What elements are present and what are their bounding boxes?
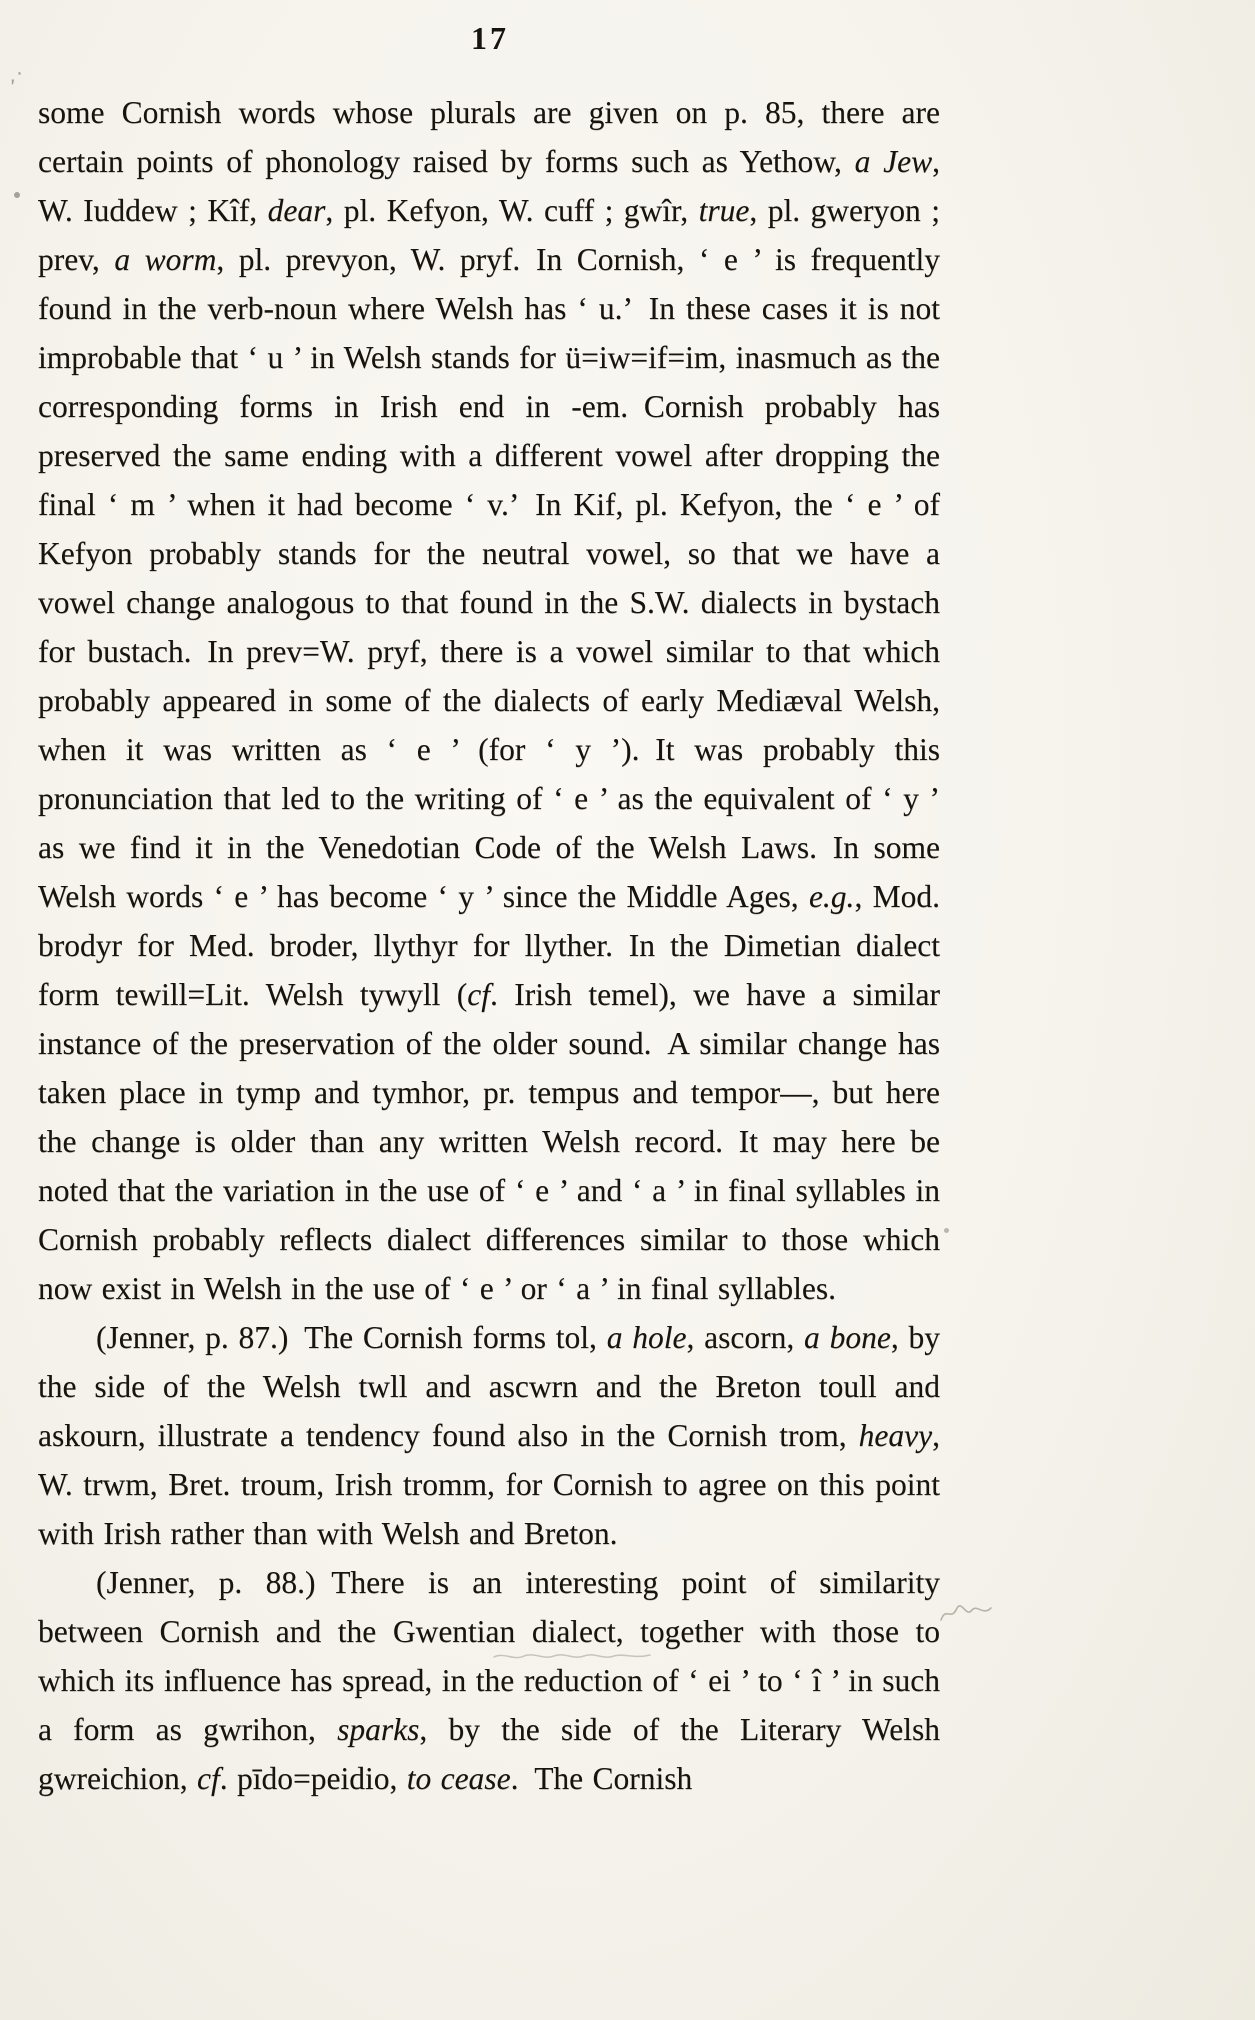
text-run: , W. trwm, Bret. troum, Irish tromm, for Cornish to agree on this point with Irish rather than with Welsh and Breton. <box>38 1418 940 1551</box>
paragraph <box>38 1558 940 1803</box>
body-text <box>38 88 940 1803</box>
italic-text-run: a bone <box>804 1320 891 1355</box>
paragraph <box>38 88 940 1313</box>
text-run: (Jenner, p. 88.) There is an interesting point of similarity between Cornish and the Gwentian dialect, together with those to which its influence has spread, in the reduction of ‘ ei ’ to ‘ î ’ in such a form as gwrihon, <box>38 1565 940 1747</box>
italic-text-run: a worm <box>114 242 217 277</box>
paragraph <box>38 1313 940 1558</box>
page-number: 17 <box>471 20 509 56</box>
text-run: (Jenner, p. 87.) The Cornish forms tol, <box>96 1320 607 1355</box>
text-run: , pl. prevyon, W. pryf. In Cornish, ‘ e ’ is frequently found in the verb-noun where Welsh has ‘ u.’ In these cases it is not improbable that ‘ u ’ in Welsh stands for ü=iw=if=im, inasmuch as the corresponding forms in Irish end in -em. Cornish probably has preserved the same ending with a different vowel after dropping the final ‘ m ’ when it had become ‘ v.’ In Kif, pl. Kefyon, the ‘ e ’ of Kefyon probably stands for the neutral vowel, so that we have a vowel change analogous to that found in the S.W. dialects in bystach for bustach. In prev=W. pryf, there is a vowel similar to that which probably appeared in some of the dialects of early Mediæval Welsh, when it was written as ‘ e ’ (for ‘ y ’). It was probably this pronunciation that led to the writing of ‘ e ’ as the equivalent of ‘ y ’ as we find it in the Venedotian Code of the Welsh Laws. In some Welsh words ‘ e ’ has become ‘ y ’ since the Middle Ages, <box>38 242 940 914</box>
italic-text-run: a hole <box>606 1320 687 1355</box>
pencil-scribble-right-margin <box>938 1598 994 1628</box>
text-run: , pl. Kefyon, W. cuff ; gwîr, <box>325 193 699 228</box>
text-run: . Irish temel), we have a similar instance of the preservation of the older sound. A similar change has taken place in tymp and tymhor, pr. tempus and tempor—, but here the change is older than any written Welsh record. It may here be noted that the variation in the use of ‘ e ’ and ‘ a ’ in final syllables in Cornish probably reflects dialect differences similar to those which now exist in Welsh in the use of ‘ e ’ or ‘ a ’ in final syllables. <box>38 977 940 1306</box>
text-run: , W. Iuddew ; Kîf, <box>38 144 940 228</box>
italic-text-run: heavy <box>858 1418 933 1453</box>
italic-text-run: cf <box>196 1761 220 1796</box>
text-run: . pīdo=peidio, <box>219 1761 407 1796</box>
italic-text-run: cf <box>467 977 491 1012</box>
text-run: some Cornish words whose plurals are given on p. 85, there are certain points of phonology raised by forms such as Yethow, <box>38 95 940 179</box>
pencil-wavy-underline <box>492 1650 652 1662</box>
text-run: , ascorn, <box>686 1320 805 1355</box>
text-run: . The Cornish <box>510 1761 693 1796</box>
text-run: , by the side of the Literary Welsh gwreichion, <box>38 1712 941 1796</box>
italic-text-run: sparks <box>337 1712 420 1747</box>
italic-text-run: to cease <box>406 1761 511 1796</box>
italic-text-run: true <box>698 193 750 228</box>
italic-text-run: a Jew <box>854 144 933 179</box>
text-run: , by the side of the Welsh twll and ascwrn and the Breton toull and askourn, illustrate a tendency found also in the Cornish trom, <box>38 1320 941 1453</box>
pencil-dot-left-margin <box>14 192 20 198</box>
italic-text-run: e.g. <box>808 879 855 914</box>
text-run: , Mod. brodyr for Med. broder, llythyr for llyther. In the Dimetian dialect form tewill=Lit. Welsh tywyll ( <box>38 879 940 1012</box>
italic-text-run: dear <box>267 193 326 228</box>
pencil-mark-top-left: ‚· <box>5 60 28 88</box>
pencil-dot-right-margin <box>944 1228 949 1233</box>
text-run: , pl. gweryon ; prev, <box>38 193 940 277</box>
